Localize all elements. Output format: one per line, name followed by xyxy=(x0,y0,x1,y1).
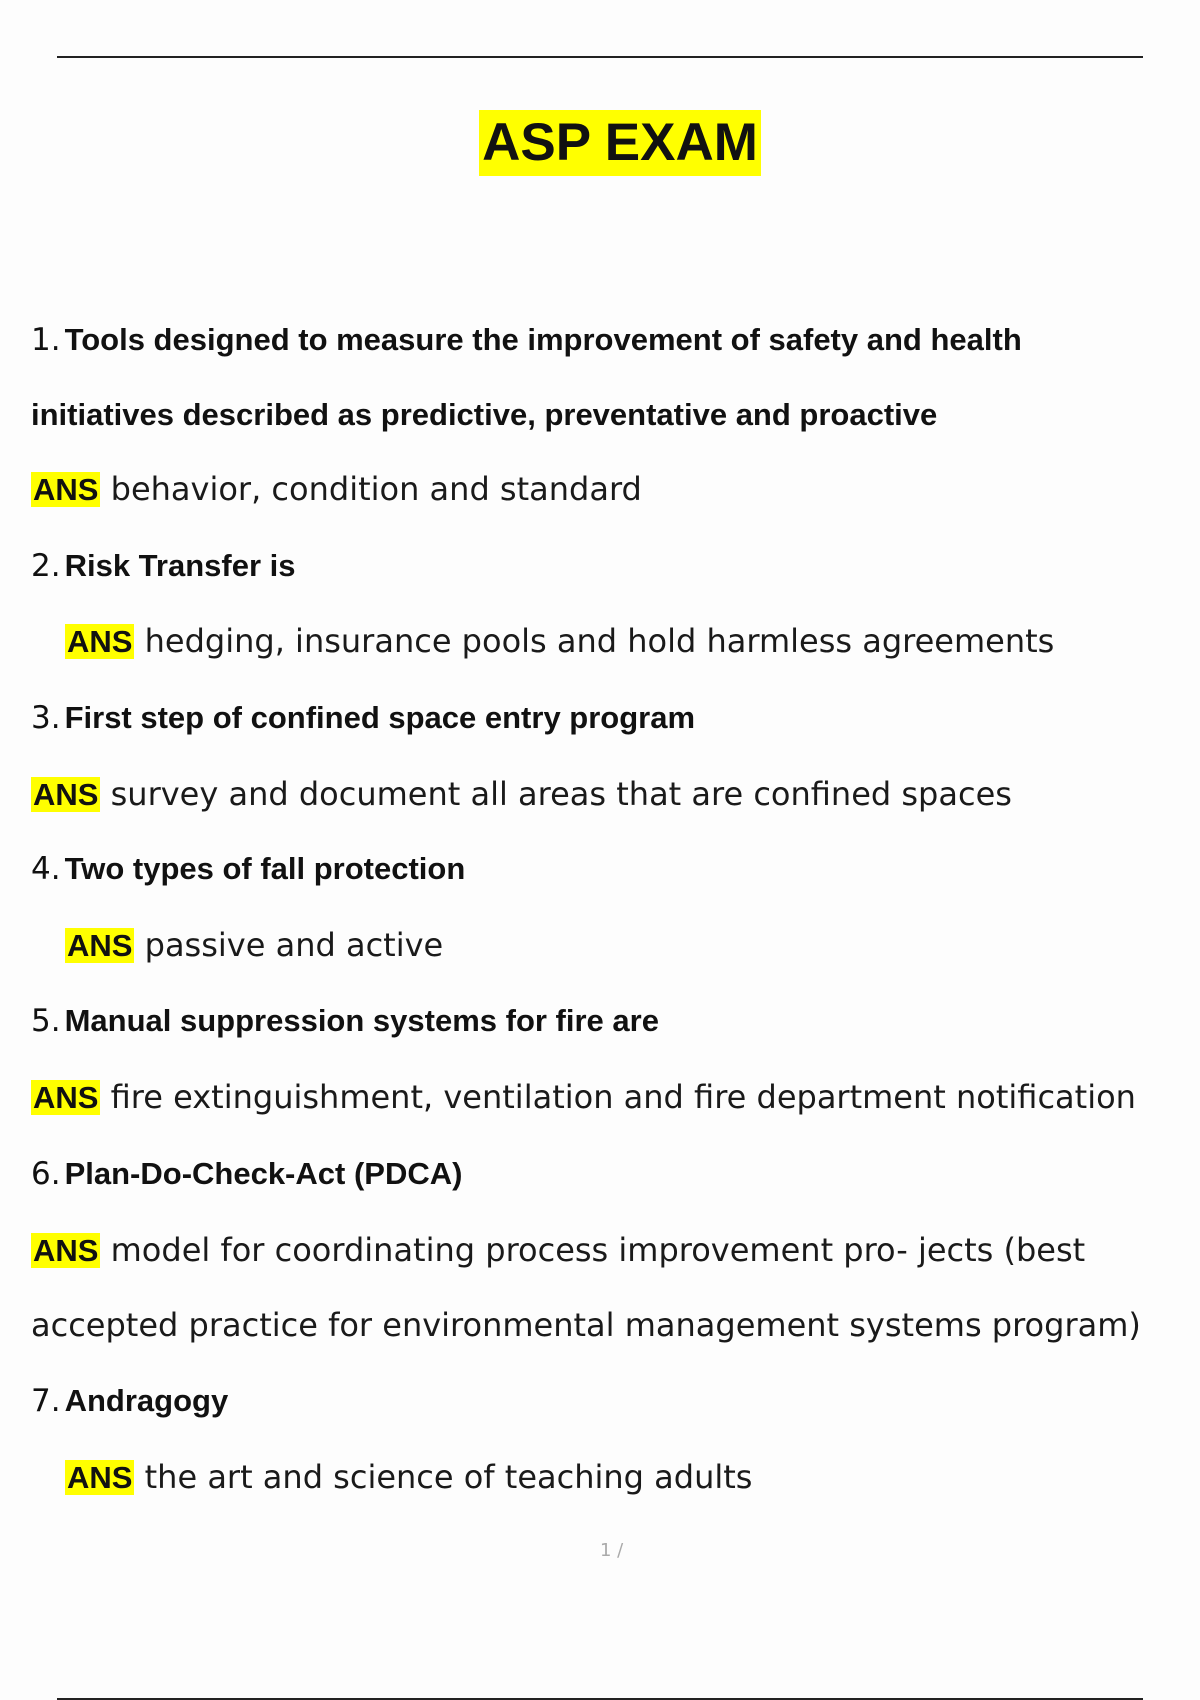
answer-2-text: hedging, insurance pools and hold harmless agreements xyxy=(144,622,1055,660)
question-4-number: 4. xyxy=(31,851,61,887)
ans-label-2: ANS xyxy=(67,624,133,659)
question-6 xyxy=(31,1154,462,1194)
ans-label-3: ANS xyxy=(33,777,99,812)
answer-2 xyxy=(65,621,1054,662)
question-5-text: Manual suppression systems for fire are xyxy=(64,1003,659,1038)
question-3 xyxy=(31,698,695,738)
question-2 xyxy=(31,546,295,586)
answer-6-line-2 xyxy=(31,1305,1141,1345)
ans-label-4: ANS xyxy=(67,928,133,963)
question-3-text: First step of confined space entry program xyxy=(64,700,696,735)
answer-6-text-1: model for coordinating process improvement pro- jects (best xyxy=(110,1231,1086,1269)
question-2-text: Risk Transfer is xyxy=(64,548,296,583)
question-4-text: Two types of fall protection xyxy=(64,851,466,886)
question-1-line-1 xyxy=(31,320,1022,360)
question-4 xyxy=(31,849,465,889)
answer-4 xyxy=(65,925,443,966)
question-1-text-2: initiatives described as predictive, preventative and proactive xyxy=(31,397,938,432)
question-1-line-2 xyxy=(31,395,937,435)
answer-7 xyxy=(65,1457,752,1498)
question-6-number: 6. xyxy=(31,1156,61,1192)
title-container xyxy=(0,110,1200,176)
answer-6-line-1 xyxy=(31,1230,1085,1271)
question-1-number: 1. xyxy=(31,322,61,358)
answer-3-text: survey and document all areas that are confined spaces xyxy=(110,775,1012,813)
question-3-number: 3. xyxy=(31,700,61,736)
question-5-number: 5. xyxy=(31,1003,61,1039)
question-6-text: Plan-Do-Check-Act (PDCA) xyxy=(64,1156,463,1191)
question-7 xyxy=(31,1381,228,1421)
question-7-number: 7. xyxy=(31,1383,61,1419)
question-7-text: Andragogy xyxy=(64,1383,229,1418)
answer-5 xyxy=(31,1077,1136,1118)
question-2-number: 2. xyxy=(31,548,61,584)
question-1-text-1: Tools designed to measure the improvement of safety and health xyxy=(64,322,1022,357)
answer-5-text: fire extinguishment, ventilation and fire department notification xyxy=(110,1078,1136,1116)
answer-7-text: the art and science of teaching adults xyxy=(144,1458,753,1496)
ans-label-6: ANS xyxy=(33,1233,99,1268)
answer-6-text-2: accepted practice for environmental management systems program) xyxy=(31,1306,1141,1344)
answer-1 xyxy=(31,469,642,510)
answer-3 xyxy=(31,774,1012,815)
ans-label-7: ANS xyxy=(67,1460,133,1495)
page-number: 1 / xyxy=(600,1540,624,1561)
answer-4-text: passive and active xyxy=(144,926,444,964)
page-title: ASP EXAM xyxy=(479,110,761,176)
answer-1-text: behavior, condition and standard xyxy=(110,470,642,508)
top-rule xyxy=(57,56,1143,58)
ans-label-5: ANS xyxy=(33,1080,99,1115)
ans-label-1: ANS xyxy=(33,472,99,507)
question-5 xyxy=(31,1001,659,1041)
